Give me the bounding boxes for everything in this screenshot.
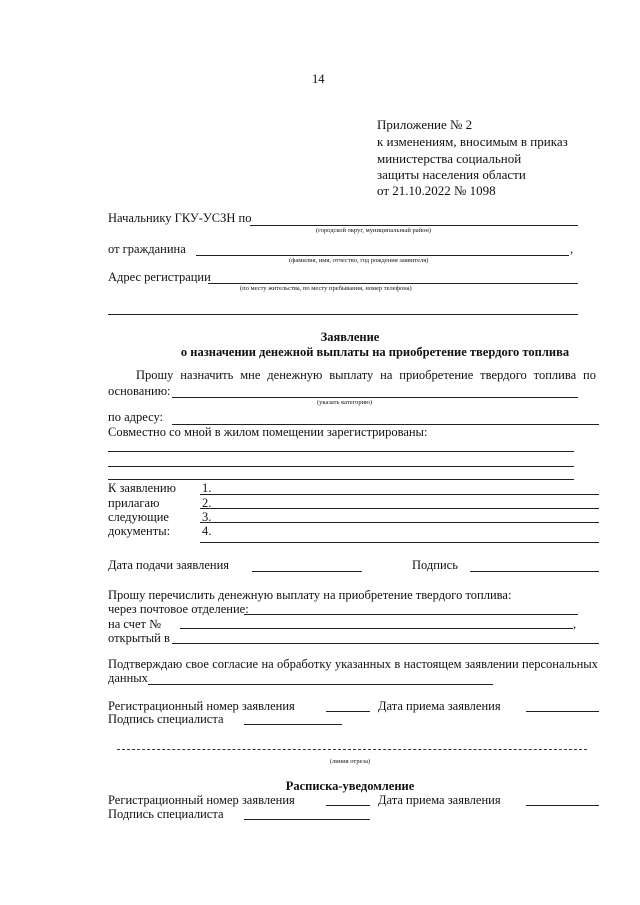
citizen-comma: , — [570, 242, 574, 256]
consent-line-word: указанных — [334, 657, 392, 671]
attachment-field-4[interactable] — [200, 542, 599, 543]
specialist-signature-label: Подпись специалиста — [108, 712, 224, 726]
consent-line-word: согласие — [212, 657, 259, 671]
request-line-word: денежную — [267, 368, 323, 382]
cohabitants-line-1[interactable] — [108, 451, 574, 452]
attachment-number-1: 1. — [202, 481, 212, 495]
submission-date-label: Дата подачи заявления — [108, 558, 230, 572]
appendix-line-4: защиты населения области — [377, 167, 526, 182]
attachment-field-2[interactable] — [200, 508, 599, 509]
opened-in-field[interactable] — [172, 643, 599, 644]
request-line-1 — [136, 368, 596, 383]
receipt-specialist-field[interactable] — [244, 819, 370, 820]
consent-line-word: настоящем — [403, 657, 462, 671]
request-line-word: назначить — [180, 368, 234, 382]
cut-line — [117, 749, 587, 750]
request-line-word: приобретение — [399, 368, 474, 382]
request-line-word: выплату — [329, 368, 374, 382]
receipt-title: Расписка-уведомление — [285, 779, 415, 793]
appendix-line-3: министерства социальной — [377, 151, 522, 166]
page-number: 14 — [312, 72, 325, 86]
title-line-2: о назначении денежной выплаты на приобретение твердого топлива — [180, 345, 570, 359]
basis-hint: (указать категорию) — [317, 399, 373, 406]
receipt-reg-number-label: Регистрационный номер заявления — [108, 793, 295, 807]
submission-signature-label: Подпись — [412, 558, 458, 572]
account-label: на счет № — [108, 617, 162, 631]
chief-hint: (городской округ, муниципальный район) — [316, 227, 431, 234]
request-line-word: твердого — [480, 368, 527, 382]
chief-label: Начальнику ГКУ-УСЗН по — [108, 211, 252, 225]
reg-number-field[interactable] — [326, 711, 370, 712]
citizen-label: от гражданина — [108, 242, 186, 256]
account-comma: , — [573, 617, 577, 631]
submission-date-field[interactable] — [252, 571, 362, 572]
submission-signature-field[interactable] — [470, 571, 599, 572]
receipt-specialist-label: Подпись специалиста — [108, 807, 224, 821]
basis-field[interactable] — [172, 397, 578, 398]
account-field[interactable] — [180, 628, 573, 629]
attachment-field-1[interactable] — [200, 494, 599, 495]
request-line-word: по — [583, 368, 596, 382]
opened-in-label: открытый в — [108, 631, 170, 645]
consent-line-2: данных — [108, 671, 148, 685]
citizen-hint: (фамилия, имя, отчество, год рождения заявителя) — [289, 257, 429, 264]
cohabitants-line-3[interactable] — [108, 479, 574, 480]
consent-field[interactable] — [148, 684, 493, 685]
attachment-number-3: 3. — [202, 510, 212, 524]
address-field-line-2[interactable] — [108, 314, 578, 315]
address-label: Адрес регистрации — [108, 270, 211, 284]
post-office-label: через почтовое отделение: — [108, 602, 249, 616]
receipt-date-field[interactable] — [526, 805, 599, 806]
request-address-label: по адресу: — [108, 410, 164, 424]
appendix-line-5: от 21.10.2022 № 1098 — [377, 183, 496, 198]
cohabitants-line-2[interactable] — [108, 466, 574, 467]
cut-line-label: (линия отреза) — [329, 758, 371, 765]
consent-line-1 — [108, 657, 598, 672]
consent-line-word: в — [394, 657, 401, 671]
request-line-word: топлива — [533, 368, 577, 382]
receipt-reg-number-field[interactable] — [326, 805, 370, 806]
reg-date-field[interactable] — [526, 711, 599, 712]
attachment-number-2: 2. — [202, 496, 212, 510]
reg-number-label: Регистрационный номер заявления — [108, 699, 295, 713]
cohabitants-label: Совместно со мной в жилом помещении зарегистрированы: — [108, 425, 428, 439]
title-line-1: Заявление — [320, 330, 380, 344]
attachments-label-1: К заявлению — [108, 481, 176, 495]
reg-date-label: Дата приема заявления — [378, 699, 501, 713]
consent-line-word: свое — [185, 657, 209, 671]
request-line-word: мне — [240, 368, 261, 382]
attachment-number-4: 4. — [202, 524, 212, 538]
attachment-field-3[interactable] — [200, 522, 599, 523]
appendix-line-1: Приложение № 2 — [377, 117, 473, 132]
appendix-line-2: к изменениям, вносимым в приказ — [377, 134, 568, 149]
specialist-signature-field[interactable] — [244, 724, 342, 725]
basis-label: основанию: — [108, 384, 171, 398]
attachments-label-4: документы: — [108, 524, 171, 538]
post-office-field[interactable] — [244, 614, 578, 615]
attachments-label-2: прилагаю — [108, 496, 160, 510]
consent-line-word: на — [261, 657, 274, 671]
address-field[interactable] — [208, 283, 578, 284]
citizen-field[interactable] — [196, 255, 569, 256]
transfer-intro: Прошу перечислить денежную выплату на приобретение твердого топлива: — [108, 588, 512, 602]
request-line-word: на — [380, 368, 393, 382]
receipt-date-label: Дата приема заявления — [378, 793, 501, 807]
consent-line-word: персональных — [522, 657, 598, 671]
consent-line-word: обработку — [277, 657, 332, 671]
request-line-word: Прошу — [136, 368, 174, 382]
consent-line-word: заявлении — [464, 657, 519, 671]
consent-line-word: Подтверждаю — [108, 657, 183, 671]
attachments-label-3: следующие — [108, 510, 169, 524]
chief-field[interactable] — [250, 225, 578, 226]
address-hint: (по месту жительства, по месту пребывания, номер телефона) — [240, 285, 412, 292]
